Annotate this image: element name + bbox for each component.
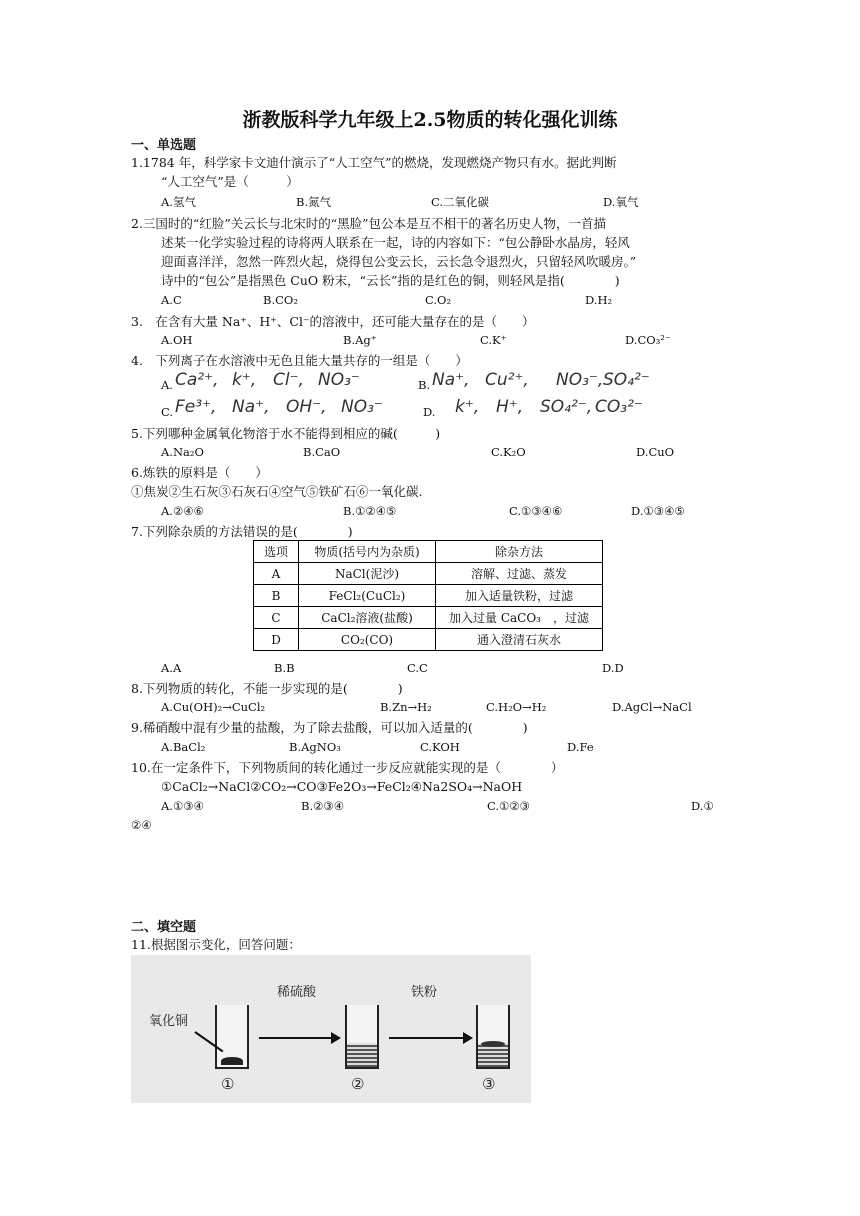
q8-option-b: B.Zn→H₂	[380, 700, 432, 714]
q6-option-d: D.①③④⑤	[631, 504, 685, 518]
table-cell: 通入澄清石灰水	[436, 629, 603, 651]
label-num-1: ①	[221, 1075, 235, 1093]
q8-option-d: D.AgCl→NaCl	[612, 700, 692, 714]
label-iron-powder: 铁粉	[411, 985, 438, 1000]
table-cell: NaCl(泥沙)	[299, 563, 436, 585]
q7-option-d: D.D	[602, 661, 624, 675]
q5-text: 5.下列哪种金属氧化物溶于水不能得到相应的碱( )	[131, 426, 441, 441]
table-row	[254, 629, 603, 651]
q10-option-a: A.①③④	[161, 799, 204, 813]
q8-option-a: A.Cu(OH)₂→CuCl₂	[161, 700, 266, 714]
reaction-figure	[131, 955, 531, 1103]
table-cell: A	[254, 563, 299, 585]
q4-a-ion-3: Cl⁻,	[273, 370, 304, 390]
q4-a-ion-4: NO₃⁻	[318, 370, 360, 390]
page-title: 浙教版科学九年级上2.5物质的转化强化训练	[242, 109, 618, 131]
label-copper-oxide: 氧化铜	[149, 1014, 189, 1029]
table-cell: CO₂(CO)	[299, 629, 436, 651]
q7-option-c: C.C	[407, 661, 428, 675]
q6-text-2: ①焦炭②生石灰③石灰石④空气⑤铁矿石⑥一氧化碳.	[131, 484, 423, 499]
q4-label-c: C.	[161, 405, 174, 419]
copper-oxide-powder	[221, 1057, 243, 1065]
q4-label-a: A.	[161, 378, 173, 392]
q2-text-2: 述某一化学实验过程的诗将两人联系在一起，诗的内容如下：“包公静卧水晶房，轻风	[161, 235, 630, 250]
q4-d-ion-1: k⁺,	[455, 397, 480, 417]
q6-option-a: A.②④⑥	[161, 504, 204, 518]
q2-text-3: 迎面喜洋洋，忽然一阵烈火起，烧得包公变云长，云长急令退烈火，只留轻风吹暖房。”	[161, 254, 637, 269]
q10-items: ①CaCl₂→NaCl②CO₂→CO③Fe2O₃→FeCl₂④Na2SO₄→NaOH	[161, 779, 523, 794]
q4-c-ion-2: Na⁺,	[232, 397, 270, 417]
q4-b-ion-2: Cu²⁺,	[485, 370, 529, 390]
q4-text: 4. 下列离子在水溶液中无色且能大量共存的一组是（ ）	[131, 353, 468, 368]
q9-option-a: A.BaCl₂	[161, 740, 206, 754]
q3-option-c: C.K⁺	[480, 333, 507, 347]
q3-text: 3. 在含有大量 Na⁺、H⁺、Cl⁻的溶液中，还可能大量存在的是（ ）	[131, 314, 535, 329]
table-cell: CaCl₂溶液(盐酸)	[299, 607, 436, 629]
q1-option-b: B.氮气	[296, 195, 332, 209]
q5-option-b: B.CaO	[303, 445, 341, 459]
table-row	[254, 585, 603, 607]
q1-option-d: D.氧气	[603, 195, 639, 209]
q5-option-c: C.K₂O	[491, 445, 526, 459]
iron-powder-layer	[481, 1041, 505, 1047]
q10-option-c: C.①②③	[487, 799, 530, 813]
q4-c-ion-3: OH⁻,	[286, 397, 327, 417]
arrow-2	[389, 1037, 471, 1039]
q4-d-ion-2: H⁺,	[496, 397, 524, 417]
impurity-table	[253, 540, 603, 651]
table-cell: D	[254, 629, 299, 651]
q5-option-a: A.Na₂O	[161, 445, 204, 459]
table-header: 选项	[254, 541, 299, 563]
q10-option-d-cont: ②④	[131, 818, 152, 832]
q2-option-b: B.CO₂	[263, 293, 298, 307]
table-cell: B	[254, 585, 299, 607]
q4-d-ion-3: SO₄²⁻,	[540, 397, 593, 417]
q6-option-b: B.①②④⑤	[343, 504, 397, 518]
q6-text: 6.炼铁的原料是（ ）	[131, 465, 268, 480]
q4-c-ion-1: Fe³⁺,	[175, 397, 217, 417]
table-cell: 加入过量 CaCO₃ ，过滤	[436, 607, 603, 629]
q1-text-2: “人工空气”是（ ）	[161, 174, 299, 189]
q1-text: 1.1784 年，科学家卡文迪什演示了“人工空气”的燃烧，发现燃烧产物只有水。据此判断	[131, 155, 617, 170]
beaker-2	[345, 1005, 379, 1069]
q10-text: 10.在一定条件下，下列物质间的转化通过一步反应就能实现的是（ ）	[131, 760, 564, 775]
q7-text: 7.下列除杂质的方法错误的是( )	[131, 524, 353, 539]
beaker-1	[215, 1005, 249, 1069]
solution-2	[347, 1043, 377, 1067]
q4-label-d: D.	[423, 405, 436, 419]
table-row	[254, 563, 603, 585]
q2-option-a: A.C	[161, 293, 182, 307]
q4-label-b: B.	[418, 378, 431, 392]
q10-option-d: D.①	[691, 799, 714, 813]
q8-text: 8.下列物质的转化，不能一步实现的是( )	[131, 681, 403, 696]
section-heading-1: 一、单选题	[131, 138, 197, 153]
q9-option-d: D.Fe	[567, 740, 594, 754]
table-cell: C	[254, 607, 299, 629]
q11-text: 11.根据图示变化，回答问题：	[131, 937, 301, 952]
table-cell: 加入适量铁粉，过滤	[436, 585, 603, 607]
q4-a-ion-1: Ca²⁺,	[175, 370, 219, 390]
q4-b-ion-4: SO₄²⁻	[603, 370, 650, 390]
q7-option-b: B.B	[274, 661, 295, 675]
table-cell: 溶解、过滤、蒸发	[436, 563, 603, 585]
q2-text-4: 诗中的“包公”是指黑色 CuO 粉末，“云长”指的是红色的铜，则轻风是指( )	[161, 273, 620, 288]
label-dilute-sulfuric-acid: 稀硫酸	[277, 985, 317, 1000]
section-heading-2: 二、填空题	[131, 920, 197, 935]
q3-option-b: B.Ag⁺	[343, 333, 377, 347]
q10-option-b: B.②③④	[301, 799, 345, 813]
q9-option-b: B.AgNO₃	[289, 740, 341, 754]
q4-b-ion-3: NO₃⁻,	[556, 370, 604, 390]
table-cell: FeCl₂(CuCl₂)	[299, 585, 436, 607]
label-num-3: ③	[482, 1075, 496, 1093]
table-header: 除杂方法	[436, 541, 603, 563]
beaker-3	[476, 1005, 510, 1069]
q9-text: 9.稀硝酸中混有少量的盐酸，为了除去盐酸，可以加入适量的( )	[131, 720, 528, 735]
q3-option-a: A.OH	[161, 333, 193, 347]
q4-c-ion-4: NO₃⁻	[341, 397, 383, 417]
q6-option-c: C.①③④⑥	[509, 504, 563, 518]
q2-option-c: C.O₂	[425, 293, 452, 307]
q1-option-c: C.二氧化碳	[431, 195, 490, 209]
table-header: 物质(括号内为杂质)	[299, 541, 436, 563]
label-num-2: ②	[351, 1075, 365, 1093]
q4-a-ion-2: k⁺,	[232, 370, 257, 390]
q2-text: 2.三国时的“红脸”关云长与北宋时的“黑脸”包公本是互不相干的著名历史人物，一首描	[131, 216, 606, 231]
table-header-row	[254, 541, 603, 563]
q4-d-ion-4: CO₃²⁻	[595, 397, 643, 417]
q1-option-a: A.氢气	[161, 195, 196, 209]
q5-option-d: D.CuO	[636, 445, 675, 459]
arrow-1	[259, 1037, 339, 1039]
table-row	[254, 607, 603, 629]
q2-option-d: D.H₂	[585, 293, 613, 307]
q4-b-ion-1: Na⁺,	[432, 370, 470, 390]
q8-option-c: C.H₂O→H₂	[486, 700, 547, 714]
q9-option-c: C.KOH	[420, 740, 460, 754]
q3-option-d: D.CO₃²⁻	[625, 333, 671, 347]
q7-option-a: A.A	[161, 661, 182, 675]
